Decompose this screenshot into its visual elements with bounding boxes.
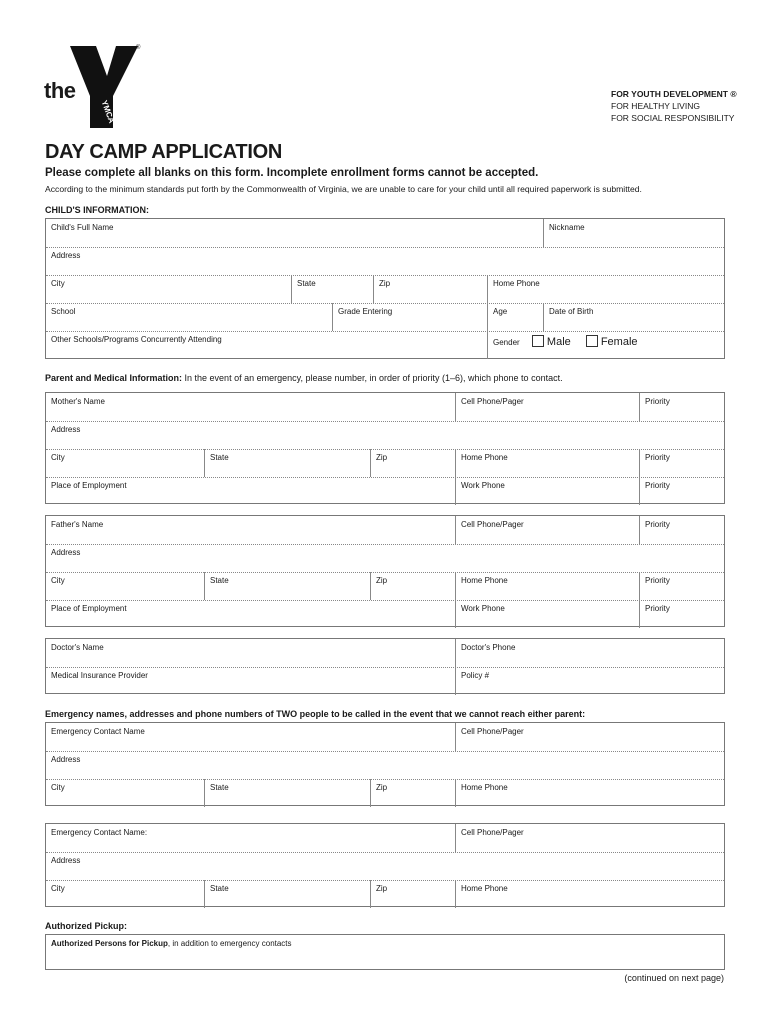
page-title: DAY CAMP APPLICATION — [45, 141, 282, 163]
medical-row-insurance — [46, 667, 724, 695]
female-checkbox[interactable] — [586, 335, 598, 347]
child-home-phone-field[interactable]: Home Phone — [487, 275, 724, 303]
father-work-priority-field[interactable]: Priority — [639, 600, 724, 628]
father-work-phone-field[interactable]: Work Phone — [455, 600, 639, 628]
nickname-field[interactable]: Nickname — [543, 219, 724, 247]
emergency2-row-address — [46, 852, 724, 881]
emergency1-home-phone-field[interactable]: Home Phone — [455, 779, 724, 807]
tagline — [611, 88, 737, 124]
emergency1-row-name — [46, 723, 724, 752]
father-home-phone-field[interactable]: Home Phone — [455, 572, 639, 600]
mother-home-priority-field[interactable]: Priority — [639, 449, 724, 477]
pickup-section — [45, 934, 725, 970]
father-row-name — [46, 516, 724, 545]
emergency-contact-1-section — [45, 722, 725, 806]
mother-work-phone-field[interactable]: Work Phone — [455, 477, 639, 505]
ymca-logo-icon — [66, 44, 140, 130]
father-name-field[interactable]: Father's Name — [51, 520, 104, 529]
child-city-field[interactable]: City — [51, 279, 65, 288]
emergency1-row-address — [46, 751, 724, 780]
registered-mark: ® — [136, 45, 141, 51]
standards-note: According to the minimum standards put forth by the Commonwealth of Virginia, we are unable to care for your child until all required paperwork is submitted. — [45, 184, 642, 194]
tagline-line-1: FOR YOUTH DEVELOPMENT ® — [611, 89, 737, 99]
logo-the-text: the — [44, 78, 76, 103]
emergency1-address-field[interactable]: Address — [51, 755, 81, 764]
emergency2-row-name — [46, 824, 724, 853]
school-field[interactable]: School — [51, 307, 76, 316]
child-row-school — [46, 303, 724, 332]
gender-label: Gender — [493, 338, 520, 347]
child-state-field[interactable]: State — [291, 275, 373, 303]
parent-heading-rest: In the event of an emergency, please number, in order of priority (1–6), which phone to contact. — [182, 373, 563, 383]
father-row-address — [46, 544, 724, 573]
pickup-heading: Authorized Pickup: — [45, 921, 128, 931]
child-zip-field[interactable]: Zip — [373, 275, 487, 303]
emergency1-city-field[interactable]: City — [51, 783, 65, 792]
mother-row-city — [46, 449, 724, 478]
date-of-birth-field[interactable]: Date of Birth — [543, 303, 724, 331]
emergency2-zip-field[interactable]: Zip — [370, 880, 455, 908]
medical-row-doctor — [46, 639, 724, 668]
child-full-name-field[interactable]: Child's Full Name — [51, 223, 114, 232]
mother-cell-field[interactable]: Cell Phone/Pager — [455, 393, 639, 421]
emergency2-address-field[interactable]: Address — [51, 856, 81, 865]
authorized-persons-field[interactable] — [46, 935, 724, 969]
mother-zip-field[interactable]: Zip — [370, 449, 455, 477]
medical-section — [45, 638, 725, 694]
doctor-name-field[interactable]: Doctor's Name — [51, 643, 104, 652]
mother-employment-field[interactable]: Place of Employment — [51, 481, 127, 490]
father-row-city — [46, 572, 724, 601]
child-row-city — [46, 275, 724, 304]
continued-note: (continued on next page) — [624, 973, 724, 983]
mother-cell-priority-field[interactable]: Priority — [639, 393, 724, 421]
emergency2-city-field[interactable]: City — [51, 884, 65, 893]
gender-field — [487, 331, 724, 359]
mother-section — [45, 392, 725, 504]
emergency-contact-2-section — [45, 823, 725, 907]
pickup-label-rest: , in addition to emergency contacts — [167, 939, 292, 948]
tagline-line-3: FOR SOCIAL RESPONSIBILITY — [611, 113, 735, 123]
emergency1-cell-field[interactable]: Cell Phone/Pager — [455, 723, 724, 751]
ymca-logo-text: YMCA — [99, 99, 117, 125]
father-cell-priority-field[interactable]: Priority — [639, 516, 724, 544]
father-city-field[interactable]: City — [51, 576, 65, 585]
emergency2-row-city — [46, 880, 724, 908]
parent-info-heading — [45, 373, 563, 383]
emergency2-name-field[interactable]: Emergency Contact Name: — [51, 828, 148, 837]
grade-entering-field[interactable]: Grade Entering — [332, 303, 487, 331]
emergency-heading: Emergency names, addresses and phone numbers of TWO people to be called in the event that we cannot reach either parent: — [45, 709, 586, 719]
father-row-employment — [46, 600, 724, 628]
other-schools-field[interactable]: Other Schools/Programs Concurrently Attending — [51, 335, 222, 344]
pickup-label-bold: Authorized Persons for Pickup — [51, 939, 168, 948]
father-home-priority-field[interactable]: Priority — [639, 572, 724, 600]
mother-row-employment — [46, 477, 724, 505]
emergency1-state-field[interactable]: State — [204, 779, 370, 807]
insurance-provider-field[interactable]: Medical Insurance Provider — [51, 671, 148, 680]
mother-state-field[interactable]: State — [204, 449, 370, 477]
mother-address-field[interactable]: Address — [51, 425, 81, 434]
male-label: Male — [546, 336, 571, 348]
policy-number-field[interactable]: Policy # — [455, 667, 724, 695]
mother-row-address — [46, 421, 724, 450]
father-state-field[interactable]: State — [204, 572, 370, 600]
male-checkbox[interactable] — [532, 335, 544, 347]
emergency1-name-field[interactable]: Emergency Contact Name — [51, 727, 145, 736]
mother-city-field[interactable]: City — [51, 453, 65, 462]
female-label: Female — [600, 336, 638, 348]
parent-heading-bold: Parent and Medical Information: — [45, 373, 183, 383]
child-row-address — [46, 247, 724, 276]
father-zip-field[interactable]: Zip — [370, 572, 455, 600]
mother-work-priority-field[interactable]: Priority — [639, 477, 724, 505]
mother-row-name — [46, 393, 724, 422]
father-section — [45, 515, 725, 627]
mother-home-phone-field[interactable]: Home Phone — [455, 449, 639, 477]
child-row-name — [46, 219, 724, 248]
emergency1-zip-field[interactable]: Zip — [370, 779, 455, 807]
doctor-phone-field[interactable]: Doctor's Phone — [455, 639, 724, 667]
father-employment-field[interactable]: Place of Employment — [51, 604, 127, 613]
child-info-heading: CHILD'S INFORMATION: — [45, 205, 149, 215]
father-address-field[interactable]: Address — [51, 548, 81, 557]
child-info-section — [45, 218, 725, 359]
emergency2-cell-field[interactable]: Cell Phone/Pager — [455, 824, 724, 852]
child-address-field[interactable]: Address — [51, 251, 81, 260]
mother-name-field[interactable]: Mother's Name — [51, 397, 105, 406]
page-subtitle: Please complete all blanks on this form. Incomplete enrollment forms cannot be accepted. — [45, 167, 539, 179]
emergency1-row-city — [46, 779, 724, 807]
tagline-line-2: FOR HEALTHY LIVING — [611, 101, 700, 111]
age-field[interactable]: Age — [487, 303, 543, 331]
father-cell-field[interactable]: Cell Phone/Pager — [455, 516, 639, 544]
child-row-other — [46, 331, 724, 359]
emergency2-home-phone-field[interactable]: Home Phone — [455, 880, 724, 908]
emergency2-state-field[interactable]: State — [204, 880, 370, 908]
